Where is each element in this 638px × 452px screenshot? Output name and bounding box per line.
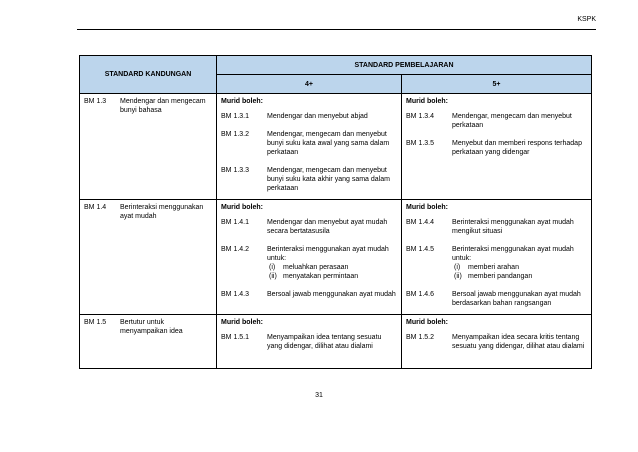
header-age-4: 4+ bbox=[217, 75, 402, 94]
learning-standard-item bbox=[406, 218, 588, 236]
document-header-label: KSPK bbox=[577, 16, 596, 23]
item-text: Bersoal jawab menggunakan ayat mudah berdasarkan bahan rangsangan bbox=[452, 291, 581, 307]
item-subpoint bbox=[267, 272, 398, 281]
item-code: BM 1.4.4 bbox=[406, 219, 435, 226]
item-code: BM 1.3.4 bbox=[406, 113, 435, 120]
standard-kandungan-cell bbox=[80, 315, 217, 369]
murid-boleh-heading: Murid boleh: bbox=[406, 319, 448, 326]
learning-standard-item bbox=[221, 112, 398, 121]
subpoint-text: memberi pandangan bbox=[468, 273, 533, 280]
murid-boleh-heading: Murid boleh: bbox=[221, 98, 263, 105]
learning-standard-item bbox=[221, 130, 398, 157]
table-row bbox=[80, 94, 592, 200]
learning-standard-item bbox=[221, 166, 398, 193]
item-text: Bersoal jawab menggunakan ayat mudah bbox=[267, 291, 396, 298]
item-text: Mendengar dan menyebut abjad bbox=[267, 113, 368, 120]
standard-pembelajaran-5-cell bbox=[402, 94, 592, 200]
learning-standard-item bbox=[221, 333, 398, 351]
table-row bbox=[80, 315, 592, 369]
page-number: 31 bbox=[315, 392, 323, 399]
standard-pembelajaran-4-cell bbox=[217, 200, 402, 315]
item-text: Berinteraksi menggunakan ayat mudah untuk: bbox=[452, 246, 574, 262]
item-text: Mendengar, mengecam dan menyebut bunyi suku kata akhir yang sama dalam perkataan bbox=[267, 167, 390, 192]
item-subpoint bbox=[452, 272, 588, 281]
item-code: BM 1.4.5 bbox=[406, 246, 435, 253]
learning-standard-item bbox=[406, 245, 588, 281]
standard-pembelajaran-5-cell bbox=[402, 200, 592, 315]
sk-code: BM 1.5 bbox=[84, 319, 107, 326]
item-subpoint bbox=[267, 263, 398, 272]
standard-kandungan-cell bbox=[80, 200, 217, 315]
sk-code: BM 1.4 bbox=[84, 204, 107, 211]
learning-standard-item bbox=[221, 245, 398, 281]
learning-standard-item bbox=[406, 139, 588, 157]
standard-kandungan-cell bbox=[80, 94, 217, 200]
learning-standard-item bbox=[406, 290, 588, 308]
learning-standard-item bbox=[221, 290, 398, 299]
subpoint-number: (ii) bbox=[269, 273, 277, 280]
item-text: Mendengar, mengecam dan menyebut perkataan bbox=[452, 113, 572, 129]
murid-boleh-heading: Murid boleh: bbox=[221, 319, 263, 326]
item-code: BM 1.4.2 bbox=[221, 246, 250, 253]
subpoint-text: memberi arahan bbox=[468, 264, 519, 271]
item-text: Menyampaikan idea secara kritis tentang sesuatu yang didengar, dilihat atau dialami bbox=[452, 334, 585, 350]
standard-pembelajaran-5-cell bbox=[402, 315, 592, 369]
item-code: BM 1.4.6 bbox=[406, 291, 435, 298]
standard-pembelajaran-4-cell bbox=[217, 94, 402, 200]
murid-boleh-heading: Murid boleh: bbox=[406, 98, 448, 105]
header-standard-kandungan: STANDARD KANDUNGAN bbox=[80, 56, 217, 94]
subpoint-text: meluahkan perasaan bbox=[283, 264, 349, 271]
item-code: BM 1.3.3 bbox=[221, 167, 250, 174]
item-code: BM 1.5.2 bbox=[406, 334, 435, 341]
item-code: BM 1.3.5 bbox=[406, 140, 435, 147]
subpoint-text: menyatakan permintaan bbox=[283, 273, 359, 280]
sk-text: Mendengar dan mengecam bunyi bahasa bbox=[120, 98, 206, 114]
sk-text: Berinteraksi menggunakan ayat mudah bbox=[120, 204, 204, 220]
item-code: BM 1.5.1 bbox=[221, 334, 250, 341]
item-text: Menyebut dan memberi respons terhadap perkataan yang didengar bbox=[452, 140, 582, 156]
header-divider bbox=[77, 29, 596, 30]
item-text: Menyampaikan idea tentang sesuatu yang didengar, dilihat atau dialami bbox=[267, 334, 382, 350]
item-text: Mendengar, mengecam dan menyebut bunyi suku kata awal yang sama dalam perkataan bbox=[267, 131, 390, 156]
item-text: Mendengar dan menyebut ayat mudah secara bertatasusila bbox=[267, 219, 388, 235]
header-standard-pembelajaran: STANDARD PEMBELAJARAN bbox=[217, 56, 592, 75]
sk-text: Bertutur untuk menyampaikan idea bbox=[120, 319, 183, 335]
murid-boleh-heading: Murid boleh: bbox=[221, 204, 263, 211]
item-subpoint bbox=[452, 263, 588, 272]
learning-standard-item bbox=[221, 218, 398, 236]
subpoint-number: (i) bbox=[269, 264, 276, 271]
item-text: Berinteraksi menggunakan ayat mudah mengikut situasi bbox=[452, 219, 574, 235]
subpoint-number: (i) bbox=[454, 264, 461, 271]
item-code: BM 1.4.1 bbox=[221, 219, 250, 226]
item-text: Berinteraksi menggunakan ayat mudah untuk: bbox=[267, 246, 389, 262]
learning-standard-item bbox=[406, 333, 588, 351]
header-age-5: 5+ bbox=[402, 75, 592, 94]
table-row bbox=[80, 200, 592, 315]
murid-boleh-heading: Murid boleh: bbox=[406, 204, 448, 211]
subpoint-number: (ii) bbox=[454, 273, 462, 280]
learning-standard-item bbox=[406, 112, 588, 130]
item-code: BM 1.3.1 bbox=[221, 113, 250, 120]
sk-code: BM 1.3 bbox=[84, 98, 107, 105]
standard-pembelajaran-4-cell bbox=[217, 315, 402, 369]
item-code: BM 1.4.3 bbox=[221, 291, 250, 298]
item-code: BM 1.3.2 bbox=[221, 131, 250, 138]
curriculum-table bbox=[79, 55, 592, 369]
